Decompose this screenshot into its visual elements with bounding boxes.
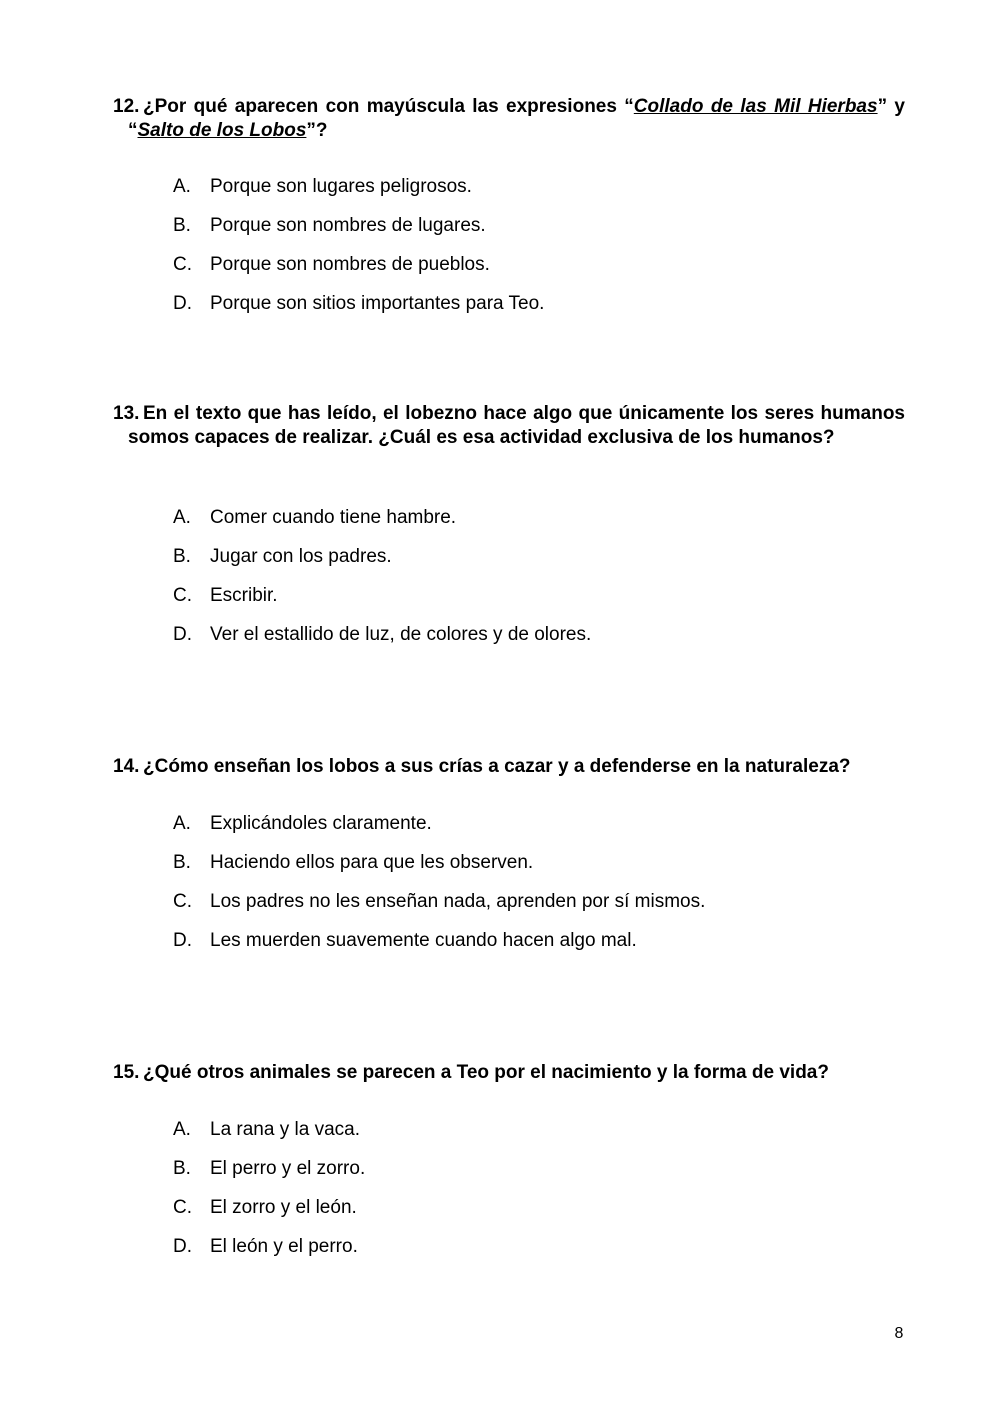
option-text: Les muerden suavemente cuando hacen algo mal. xyxy=(210,930,637,951)
answer-options xyxy=(173,506,591,662)
option-text: Explicándoles claramente. xyxy=(210,813,432,834)
question-number: 14. xyxy=(113,756,140,777)
question-13 xyxy=(113,402,905,645)
place-name: Salto de los Lobos xyxy=(137,120,307,141)
answer-options xyxy=(173,1118,365,1274)
option-letter: B. xyxy=(173,215,191,236)
option-letter: D. xyxy=(173,1236,192,1257)
option-text: Comer cuando tiene hambre. xyxy=(210,507,457,528)
answer-options xyxy=(173,175,544,331)
option-text: Porque son nombres de lugares. xyxy=(210,215,486,236)
answer-option[interactable] xyxy=(173,623,591,662)
option-letter: B. xyxy=(173,546,191,567)
option-letter: C. xyxy=(173,254,192,275)
place-name: Collado de las Mil Hierbas xyxy=(633,96,878,117)
question-number: 13. xyxy=(113,403,140,424)
answer-option[interactable] xyxy=(173,1118,365,1157)
option-letter: A. xyxy=(173,176,191,197)
option-letter: C. xyxy=(173,891,192,912)
option-text: Escribir. xyxy=(210,585,278,606)
question-13-text: 13. En el texto que has leído, el lobezno hace algo que únicamente los seres humanos somos capaces de realizar. ¿Cuál es esa actividad exclusiva de los humanos? xyxy=(113,403,905,448)
option-text: El león y el perro. xyxy=(210,1236,358,1257)
option-text: Ver el estallido de luz, de colores y de olores. xyxy=(210,624,592,645)
option-text: La rana y la vaca. xyxy=(210,1119,360,1140)
answer-option[interactable] xyxy=(173,1196,365,1235)
answer-option[interactable] xyxy=(173,545,591,584)
answer-option[interactable] xyxy=(173,175,544,214)
option-text: El zorro y el león. xyxy=(210,1197,357,1218)
answer-option[interactable] xyxy=(173,1235,365,1274)
option-text: Haciendo ellos para que les observen. xyxy=(210,852,534,873)
option-text: Los padres no les enseñan nada, aprenden por sí mismos. xyxy=(210,891,706,912)
question-14 xyxy=(113,755,905,951)
answer-options xyxy=(173,812,705,968)
option-text: Jugar con los padres. xyxy=(210,546,392,567)
option-text: Porque son nombres de pueblos. xyxy=(210,254,490,275)
answer-option[interactable] xyxy=(173,1157,365,1196)
option-letter: C. xyxy=(173,1197,192,1218)
option-letter: D. xyxy=(173,624,192,645)
option-letter: A. xyxy=(173,1119,191,1140)
option-text: Porque son sitios importantes para Teo. xyxy=(210,293,545,314)
option-letter: A. xyxy=(173,507,191,528)
option-letter: C. xyxy=(173,585,192,606)
answer-option[interactable] xyxy=(173,890,705,929)
answer-option[interactable] xyxy=(173,292,544,331)
option-letter: D. xyxy=(173,293,192,314)
answer-option[interactable] xyxy=(173,253,544,292)
option-letter: A. xyxy=(173,813,191,834)
option-text: El perro y el zorro. xyxy=(210,1158,366,1179)
question-14-text: 14. ¿Cómo enseñan los lobos a sus crías a cazar y a defenderse en la naturaleza? xyxy=(113,756,851,777)
option-letter: B. xyxy=(173,1158,191,1179)
question-15-text: 15. ¿Qué otros animales se parecen a Teo por el nacimiento y la forma de vida? xyxy=(113,1062,829,1083)
page-number: 8 xyxy=(894,1325,904,1342)
question-12 xyxy=(113,95,905,314)
question-12-text: 12. ¿Por qué aparecen con mayúscula las expresiones “Collado de las Mil Hierbas” y “Salto de los Lobos”? xyxy=(113,96,905,141)
question-15 xyxy=(113,1061,905,1257)
answer-option[interactable] xyxy=(173,851,705,890)
question-number: 12. xyxy=(113,96,140,117)
answer-option[interactable] xyxy=(173,214,544,253)
option-text: Porque son lugares peligrosos. xyxy=(210,176,472,197)
answer-option[interactable] xyxy=(173,812,705,851)
option-letter: D. xyxy=(173,930,192,951)
option-letter: B. xyxy=(173,852,191,873)
answer-option[interactable] xyxy=(173,506,591,545)
answer-option[interactable] xyxy=(173,584,591,623)
answer-option[interactable] xyxy=(173,929,705,968)
question-number: 15. xyxy=(113,1062,140,1083)
